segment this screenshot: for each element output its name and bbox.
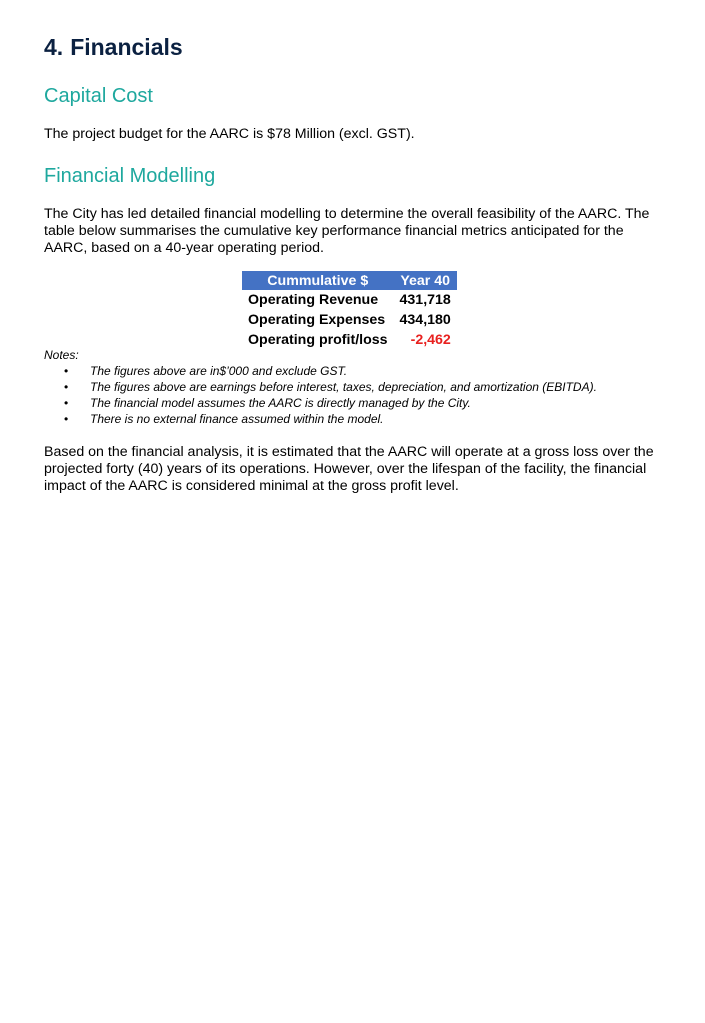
intro-line: AARC, based on a 40-year operating period. (44, 240, 324, 256)
column-header: Cummulative $ (242, 271, 394, 290)
row-label: Operating Expenses (248, 312, 386, 328)
row-value: 434,180 (399, 312, 451, 328)
notes-list (44, 363, 597, 427)
row-value: 431,718 (399, 292, 451, 308)
table-row (242, 310, 457, 330)
conclusion-line: impact of the AARC is considered minimal at the gross profit level. (44, 478, 459, 494)
intro-line: The City has led detailed financial modelling to determine the overall feasibility of the AARC. The (44, 206, 650, 222)
conclusion-paragraph (44, 444, 664, 495)
bullet-icon: • (64, 396, 69, 410)
row-value-negative: -2,462 (410, 332, 451, 348)
conclusion-line: projected forty (40) years of its operations. However, over the lifespan of the facility, the financial (44, 461, 647, 477)
capital-cost-heading: Capital Cost (44, 85, 153, 107)
column-header: Year 40 (394, 271, 457, 290)
capital-cost-paragraph: The project budget for the AARC is $78 Million (excl. GST). (44, 126, 415, 142)
note-text: The figures above are earnings before interest, taxes, depreciation, and amortization (EBITDA). (90, 380, 597, 394)
notes-label: Notes: (44, 348, 79, 362)
table-row (242, 290, 457, 310)
list-item (44, 395, 597, 411)
row-label: Operating profit/loss (248, 332, 388, 348)
conclusion-line: Based on the financial analysis, it is estimated that the AARC will operate at a gross loss over the (44, 444, 654, 460)
bullet-icon: • (64, 364, 69, 378)
intro-line: table below summarises the cumulative key performance financial metrics anticipated for the (44, 223, 624, 239)
table-row (242, 330, 457, 350)
note-text: The financial model assumes the AARC is directly managed by the City. (90, 396, 471, 410)
bullet-icon: • (64, 412, 69, 426)
table-header-row (242, 271, 457, 290)
intro-paragraph (44, 206, 664, 257)
section-title-text: Financials (70, 34, 183, 60)
section-number: 4. (44, 34, 64, 60)
section-title (44, 34, 183, 61)
list-item (44, 411, 597, 427)
list-item (44, 379, 597, 395)
financial-metrics-table (242, 271, 457, 350)
financial-modelling-heading: Financial Modelling (44, 165, 216, 187)
note-text: There is no external finance assumed within the model. (90, 412, 384, 426)
note-text: The figures above are in$’000 and exclude GST. (90, 364, 348, 378)
list-item (44, 363, 597, 379)
row-label: Operating Revenue (248, 292, 379, 308)
bullet-icon: • (64, 380, 69, 394)
